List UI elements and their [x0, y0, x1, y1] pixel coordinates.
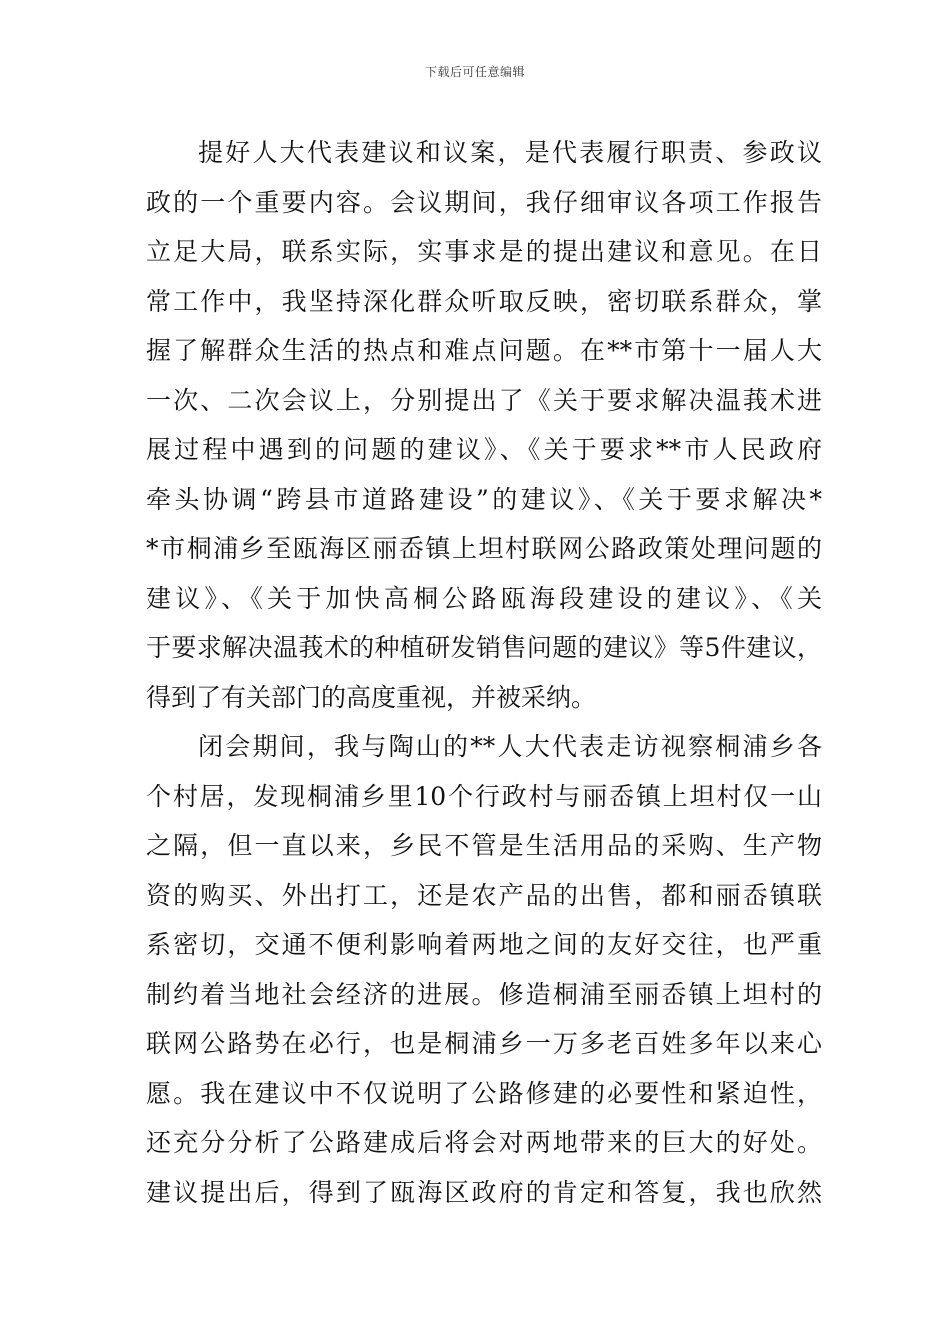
- text-line: 常工作中，我坚持深化群众听取反映，密切联系群众，掌: [146, 286, 822, 316]
- text-line: 提好人大代表建议和议案，是代表履行职责、参政议: [198, 138, 822, 167]
- text-line: 资的购买、外出打工，还是农产品的出售，都和丽岙镇联: [146, 880, 822, 910]
- text-line: 联网公路势在必行，也是桐浦乡一万多老百姓多年以来心: [146, 1029, 822, 1058]
- document-body: [146, 128, 822, 1217]
- text-line: 牵头协调“跨县市道路建设”的建议》、《关于要求解决*: [146, 484, 822, 514]
- text-line: 政的一个重要内容。会议期间，我仔细审议各项工作报告: [146, 187, 822, 217]
- text-line: 系密切，交通不便利影响着两地之间的友好交往，也严重: [146, 930, 822, 959]
- text-line: 得到了有关部门的高度重视，并被采纳。: [146, 682, 597, 712]
- text-line: 个村居，发现桐浦乡里10个行政村与丽岙镇上坦村仅一山: [146, 781, 822, 811]
- text-line: 愿。我在建议中不仅说明了公路修建的必要性和紧迫性，: [146, 1078, 822, 1108]
- text-line: 之隔，但一直以来，乡民不管是生活用品的采购、生产物: [146, 831, 822, 860]
- text-line: 还充分分析了公路建成后将会对两地带来的巨大的好处。: [146, 1128, 822, 1157]
- text-line: *市桐浦乡至瓯海区丽岙镇上坦村联网公路政策处理问题的: [146, 534, 822, 563]
- paragraph-2: [146, 722, 822, 1217]
- text-line: 建议提出后，得到了瓯海区政府的肯定和答复，我也欣然: [146, 1177, 822, 1207]
- page-header-note: 下载后可任意编辑: [424, 65, 525, 79]
- text-line: 制约着当地社会经济的进展。修造桐浦至丽岙镇上坦村的: [146, 979, 822, 1009]
- paragraph-1: [146, 128, 822, 722]
- text-line: 闭会期间，我与陶山的**人大代表走访视察桐浦乡各: [198, 732, 822, 761]
- text-line: 展过程中遇到的问题的建议》、《关于要求**市人民政府: [146, 435, 822, 464]
- text-line: 建议》、《关于加快高桐公路瓯海段建设的建议》、《关: [146, 583, 822, 613]
- text-line: 立足大局，联系实际，实事求是的提出建议和意见。在日: [146, 237, 822, 266]
- text-line: 握了解群众生活的热点和难点问题。在**市第十一届人大: [146, 336, 822, 365]
- text-line: 于要求解决温莪术的种植研发销售问题的建议》等5件建议，: [146, 633, 822, 662]
- text-line: 一次、二次会议上，分别提出了《关于要求解决温莪术进: [146, 385, 822, 415]
